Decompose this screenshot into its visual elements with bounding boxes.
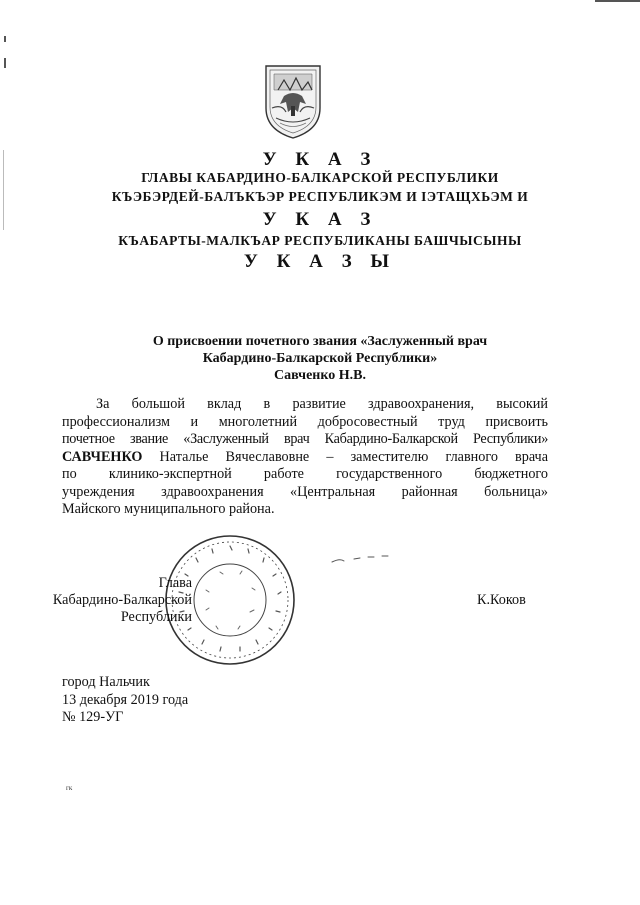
subject-line-2: Кабардино-Балкарской Республики» (202, 351, 438, 366)
subject-line-3: Савченко Н.В. (274, 368, 366, 383)
issue-date: 13 декабря 2019 года (62, 691, 189, 708)
awardee-surname: САВЧЕНКО (62, 448, 143, 465)
coat-of-arms-emblem (262, 60, 324, 140)
body-line: За большой вклад в развитие здравоохранения, высокий (96, 396, 548, 412)
tiny-mark: гк (66, 784, 73, 792)
header-line-3: КЪАБАРТЫ-МАЛКЪАР РЕСПУБЛИКАНЫ БАШЧЫСЫНЫ (118, 233, 522, 248)
scan-edge-mark (595, 0, 640, 2)
signatory-title (12, 575, 192, 626)
subject-line-1: О присвоении почетного звания «Заслуженный врач (152, 334, 488, 349)
signatory-name: К.Коков (477, 592, 526, 608)
issue-city: город Нальчик (62, 674, 150, 690)
body-line (62, 449, 548, 467)
handwritten-signature (330, 548, 400, 568)
decree-number: № 129-УГ (62, 709, 124, 725)
ukaz-title-2: У К А З (262, 209, 378, 230)
signatory-title-line: Кабардино-Балкарской (52, 592, 192, 608)
decree-meta (62, 674, 188, 727)
body-line: по клинико-экспертной работе государственного бюджетного (62, 466, 548, 482)
header-line-2: КЪЭБЭРДЕЙ-БАЛЪКЪЭР РЕСПУБЛИКЭМ И ІЭТАЩХЬЭМ И (111, 189, 529, 204)
body-line: профессионализм и многолетний добросовестный труд присвоить (62, 413, 548, 430)
body-line: почетное звание «Заслуженный врач Кабардино-Балкарской Республики» (62, 431, 548, 447)
signatory-title-line: Глава (158, 575, 192, 591)
ukaz-title-3: У К А З Ы (243, 251, 397, 272)
body-line: Майского муниципального района. (62, 501, 275, 517)
awardee-details: Наталье Вячеславовне – заместителю главного врача (142, 448, 548, 465)
ukaz-title-1: У К А З (262, 149, 378, 170)
signatory-title-line: Республики (120, 609, 192, 625)
decree-subject (0, 333, 640, 384)
header-line-1: ГЛАВЫ КАБАРДИНО-БАЛКАРСКОЙ РЕСПУБЛИКИ (141, 170, 499, 185)
decree-body (62, 396, 548, 519)
body-line: учреждения здравоохранения «Центральная районная больница» (62, 483, 548, 500)
scan-edge-mark (4, 58, 6, 68)
scan-edge-mark (4, 36, 6, 42)
